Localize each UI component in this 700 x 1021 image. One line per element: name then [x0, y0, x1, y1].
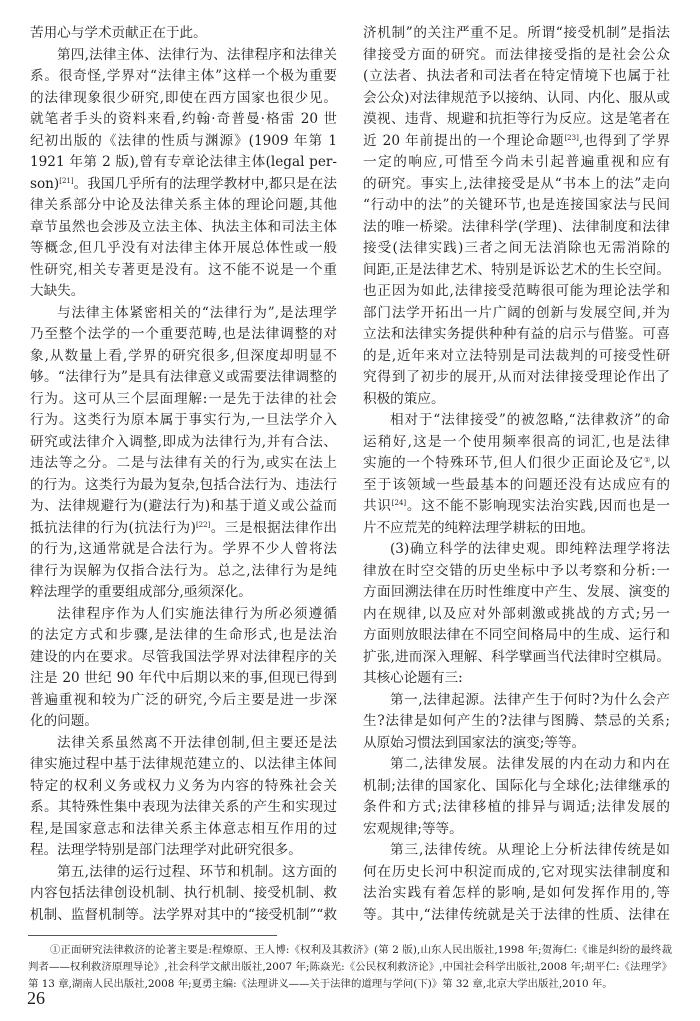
text-line: 化的问题。 — [30, 713, 98, 729]
text-line: 法的唯一桥梁。法律科学(学理)、法律制度和法律 — [363, 218, 670, 235]
text-line: 第 13 章,湖南人民出版社,2008 年;夏勇主编:《法理讲义——关于法律的道理与学问(下)》第 32 章,北京大学出版社,2010 年。 — [28, 978, 613, 990]
text-line: 法律程序作为人们实施法律行为所必须遵循 — [57, 605, 337, 622]
paragraph — [363, 840, 670, 926]
text-line: 其核心论题有三: — [363, 670, 463, 686]
text-line: 抵抗法律的行为(抗法行为)[22]。三是根据法律作出 — [30, 519, 337, 536]
text-line: 特定的权利义务或权力义务为内容的特殊社会关 — [30, 777, 337, 794]
citation-superscript: ① — [643, 456, 652, 464]
paragraph — [30, 303, 337, 604]
text-line: 行为。这类行为原本属于事实行为,一旦法学介入 — [30, 412, 337, 428]
text-line: 扩张,进而深入理解、科学擘画当代法律时空棋局。 — [363, 648, 670, 665]
paragraph — [363, 539, 670, 690]
text-line: 部门法学开拓出一片广阔的创新与发展空间,并为 — [363, 304, 670, 321]
page-number: 26 — [27, 988, 45, 1008]
text-line: 系。其特殊性集中表现为法律关系的产生和实现过 — [30, 799, 337, 815]
text-line: 方面回溯法律在历时性维度中产生、发展、演变的 — [363, 584, 670, 600]
paragraph — [30, 23, 337, 45]
text-line: (3)确立科学的法律史观。即纯粹法理学将法 — [390, 541, 670, 557]
text-line: 为、法律规避行为(避法行为)和基于道义或公益而 — [30, 498, 337, 514]
text-line: 积极的策应。 — [363, 390, 445, 407]
text-line: 程。法理学特别是部门法理学对此研究很多。 — [30, 842, 302, 858]
text-line: 建设的内在要求。尽管我国法学界对法律程序的关 — [30, 648, 337, 665]
text-line: 何在历史长河中积淀而成的,它对现实法律制度和 — [363, 863, 670, 880]
text-line: 内在规律,以及应对外部刺激或挑战的方式;另一 — [363, 605, 670, 622]
text-line: 第二,法律发展。法律发展的内在动力和内在 — [390, 756, 670, 772]
text-line: 实施的一个特殊环节,但人们很少正面论及它①,以 — [363, 455, 670, 471]
text-line: 共识[24]。这不能不影响现实法治实践,因而也是一 — [363, 498, 670, 514]
text-line: 接受(法律实践)三者之间无法消除也无需消除的 — [363, 240, 670, 256]
text-line: 第四,法律主体、法律行为、法律程序和法律关 — [57, 46, 337, 63]
text-line: 法治实践有着怎样的影响,是如何发挥作用的,等 — [363, 885, 670, 901]
paragraph — [363, 754, 670, 840]
text-line: 行为。这可从三个层面理解:一是先于法律的社会 — [30, 390, 337, 407]
text-line: 间距,正是法律艺术、特别是诉讼艺术的生长空间。 — [363, 261, 670, 278]
citation-superscript: [24] — [391, 499, 407, 507]
text-line: “行动中的法”的关键环节,也是连接国家法与民间 — [363, 197, 670, 213]
text-line: 相对于“法律接受”的被忽略,“法律救济”的命 — [390, 412, 670, 428]
citation-superscript: [23] — [564, 133, 579, 142]
text-line: 方面则放眼法律在不同空间格局中的生成、运行和 — [363, 627, 670, 643]
text-line: 等。其中,“法律传统就是关于法律的性质、法律在 — [363, 906, 670, 923]
text-line: 第五,法律的运行过程、环节和机制。这方面的 — [57, 863, 337, 880]
text-line: 研究或法律介入调整,即成为法律行为,并有合法、 — [30, 433, 337, 450]
footnote — [28, 942, 672, 993]
text-line: 运稍好,这是一个使用频率很高的词汇,也是法律 — [363, 433, 670, 450]
text-line: 近 20 年前提出的一个理论命题[23],也得到了学界 — [363, 132, 670, 149]
text-line: 至于该领域一些最基本的问题还没有达成应有的 — [363, 476, 670, 493]
text-line: 的行为,这通常就是合法行为。学界不少人曾将法 — [30, 541, 337, 557]
text-line: 的行为。这类行为最为复杂,包括合法行为、违法行 — [30, 476, 337, 493]
right-column — [363, 23, 670, 926]
text-line: 违法等之分。二是与法律有关的行为,或实在法上 — [30, 455, 337, 471]
text-line: 的是,近年来对立法特别是司法裁判的可接受性研 — [363, 347, 670, 364]
paragraph — [363, 690, 670, 755]
text-line: 从原始习惯法到国家法的演变;等等。 — [363, 734, 586, 751]
paragraph — [30, 862, 337, 927]
text-line: 普遍重视和较为广泛的研究,今后主要是进一步深 — [30, 691, 337, 708]
text-line: ①正面研究法律救济的论著主要是:程燎原、王人博:《权利及其救济》(第 2 版),山东人民出版社,1998 年;贺海仁:《谁是纠纷的最终裁 — [50, 944, 672, 956]
text-line: 1921 年第 2 版),曾有专章论法律主体(legal per- — [30, 154, 337, 170]
text-line: 宏观规律;等等。 — [363, 820, 463, 837]
text-line: 律接受方面的研究。而法律接受指的是社会公众 — [363, 46, 670, 63]
text-line: 系。很奇怪,学界对“法律主体”这样一个极为重要 — [30, 68, 337, 84]
text-line: 象,从数量上看,学界的研究很多,但深度却明显不 — [30, 347, 337, 364]
text-line: 纪初出版的《法律的性质与渊源》(1909 年第 1 — [30, 132, 337, 149]
text-line: 判者——权利救济原理导论》,社会科学文献出版社,2007 年;陈焱光:《公民权利救济论》,中国社会科学出版社,2008 年;胡平仁:《法理学》 — [28, 961, 672, 973]
text-line: 机制、监督机制等。法学界对其中的“接受机制”“救 — [30, 906, 337, 923]
text-line: 生?法律是如何产生的?法律与图腾、禁忌的关系; — [363, 713, 670, 729]
text-line: 内容包括法律创设机制、执行机制、接受机制、救 — [30, 885, 337, 901]
citation-superscript: [21] — [59, 176, 74, 185]
text-line: 的研究。事实上,法律接受是从“书本上的法”走向 — [363, 175, 670, 192]
text-line: 立法和法律实务提供种种有益的启示与借鉴。可喜 — [363, 326, 670, 342]
text-line: 等概念,但几乎没有对法律主体开展总体性或一般 — [30, 240, 337, 256]
text-line: 够。“法律行为”是具有法律意义或需要法律调整的 — [30, 369, 337, 385]
text-line: 粹法理学的重要组成部分,亟须深化。 — [30, 584, 252, 600]
paragraph — [30, 733, 337, 862]
text-line: 律关系部分中论及法律关系主体的理论问题,其他 — [30, 197, 337, 213]
text-line: 条件和方式;法律移植的排异与调适;法律发展的 — [363, 799, 670, 815]
text-line: 第一,法律起源。法律产生于何时?为什么会产 — [390, 691, 670, 708]
left-column — [30, 23, 337, 926]
text-line: 也正因为如此,法律接受范畴很可能为理论法学和 — [363, 283, 670, 299]
text-line: 第三,法律传统。从理论上分析法律传统是如 — [390, 842, 670, 858]
paragraph — [30, 45, 337, 303]
text-line: 机制;法律的国家化、国际化与全球化;法律继承的 — [363, 777, 670, 794]
text-line: 律行为误解为仅指合法行为。总之,法律行为是纯 — [30, 562, 337, 579]
footnote-divider — [28, 935, 277, 936]
text-line: 的法律现象很少研究,即使在西方国家也很少见。 — [30, 89, 337, 106]
text-line: 法律关系虽然离不开法律创制,但主要还是法 — [57, 734, 337, 751]
text-line: 苦用心与学术贡献正在于此。 — [30, 25, 207, 41]
text-line: 与法律主体紧密相关的“法律行为”,是法理学 — [57, 304, 337, 321]
text-line: 济机制”的关注严重不足。所谓“接受机制”是指法 — [363, 25, 670, 41]
text-line: 就笔者手头的资料来看,约翰·奇普曼·格雷 20 世 — [30, 111, 337, 127]
citation-superscript: [22] — [195, 520, 211, 529]
paragraph — [30, 604, 337, 733]
text-line: 乃至整个法学的一个重要范畴,也是法律调整的对 — [30, 326, 337, 342]
paragraph — [363, 410, 670, 539]
text-line: 注是 20 世纪 90 年代中后期以来的事,但现已得到 — [30, 670, 337, 686]
text-line: son)[21]。我国几乎所有的法理学教材中,都只是在法 — [30, 175, 337, 192]
text-line: 程,是国家意志和法律关系主体意志相互作用的过 — [30, 820, 337, 837]
paragraph — [363, 23, 670, 410]
text-line: 会公众)对法律规范予以接纳、认同、内化、服从或 — [363, 89, 670, 106]
text-line: 的法定方式和步骤,是法律的生命形式,也是法治 — [30, 627, 337, 643]
text-line: 究得到了初步的展开,从而对法律接受理论作出了 — [363, 369, 670, 385]
text-line: 律实施过程中基于法律规范建立的、以法律主体间 — [30, 756, 337, 772]
text-line: 一定的响应,可惜至今尚未引起普遍重视和应有 — [363, 154, 670, 170]
text-line: 性研究,相关专著更是没有。这不能不说是一个重 — [30, 261, 337, 278]
text-line: 大缺失。 — [30, 283, 85, 299]
text-line: 律放在时空交错的历史坐标中予以考察和分析:一 — [363, 562, 670, 579]
text-line: (立法者、执法者和司法者在特定情境下也属于社 — [363, 68, 670, 84]
text-line: 片不应荒芜的纯粹法理学耕耘的田地。 — [363, 519, 595, 536]
text-line: 章节虽然也会涉及立法主体、执法主体和司法主体 — [30, 218, 337, 235]
text-line: 漠视、违背、规避和抗拒等行为反应。这是笔者在 — [363, 111, 670, 127]
